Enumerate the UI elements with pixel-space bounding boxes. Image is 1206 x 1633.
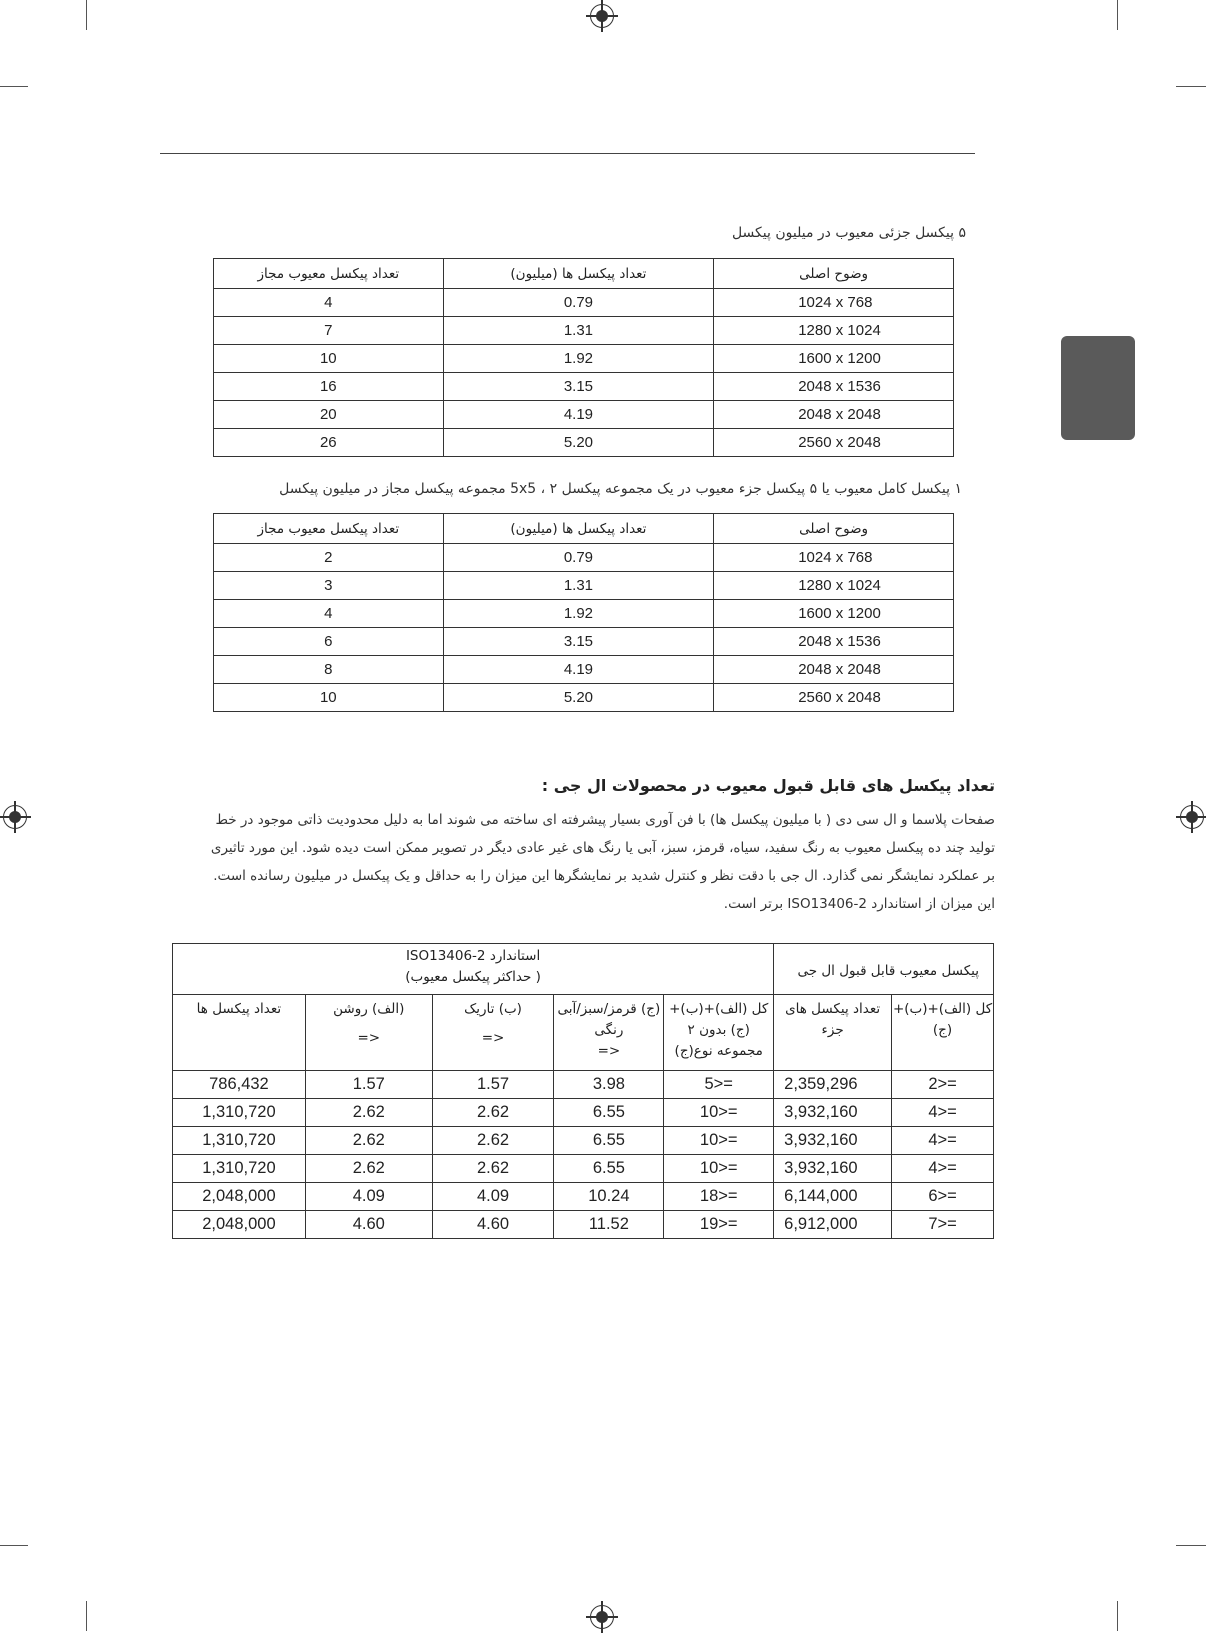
cell-allowed: 4 — [214, 600, 444, 628]
cell-total-no-cluster: 18>= — [664, 1183, 774, 1211]
cell-allowed: 8 — [214, 656, 444, 684]
table-row — [214, 628, 954, 656]
table-row — [173, 1099, 994, 1127]
cell-partial-pixels: 6,912,000 — [774, 1211, 892, 1239]
cell-colored: 3.98 — [554, 1071, 664, 1099]
paragraph-line: بر عملکرد نمایشگر نمی گذارد. ال جی با دقت نظر و کنترل شدید بر نمایشگرها این میزان را به حداقل و یک پیکسل در میلیون رسانده است. — [213, 868, 995, 884]
cell-bright: 2.62 — [305, 1127, 432, 1155]
header-megapixels: تعداد پیکسل ها (میلیون) — [443, 514, 714, 544]
cell-megapixels: 5.20 — [443, 429, 714, 457]
cell-resolution: 1024 x 768 — [714, 289, 954, 317]
cell-megapixels: 1.31 — [443, 572, 714, 600]
cell-dark: 2.62 — [432, 1099, 554, 1127]
crop-mark — [86, 0, 87, 30]
registration-mark-icon — [3, 805, 27, 829]
cell-resolution: 1600 x 1200 — [714, 345, 954, 373]
cell-partial-pixels: 3,932,160 — [774, 1127, 892, 1155]
cell-bright: 4.60 — [305, 1211, 432, 1239]
table-row — [214, 289, 954, 317]
cell-total-no-cluster: 19>= — [664, 1211, 774, 1239]
caption-1: ۵ پیکسل جزئی معیوب در میلیون پیکسل — [731, 225, 966, 241]
cell-dark: 4.60 — [432, 1211, 554, 1239]
cluster-defect-table — [213, 513, 954, 712]
header-dark-label: (ب) تاریک — [464, 1001, 522, 1017]
registration-mark-icon — [590, 4, 614, 28]
cell-megapixels: 3.15 — [443, 628, 714, 656]
paragraph-line: این میزان از استاندارد ISO13406-2 برتر است. — [723, 896, 995, 912]
table-row — [214, 572, 954, 600]
header-lg-acceptable: پیکسل معیوب قابل قبول ال جی — [774, 944, 994, 995]
cell-megapixels: 1.92 — [443, 600, 714, 628]
paragraph-line: تولید چند ده پیکسل معیوب به رنگ سفید، سیاه، قرمز، سبز، آبی یا رنگ های غیر عادی دیگر در تصویر ممکن است دیده شود. این مورد تاثیری — [210, 840, 995, 856]
caption-2: ۱ پیکسل کامل معیوب یا ۵ پیکسل جزء معیوب در یک مجموعه پیکسل 5x5 ، ۲ مجموعه پیکسل مجاز در میلیون پیکسل — [279, 481, 962, 497]
table-row — [173, 1155, 994, 1183]
header-dark — [432, 995, 554, 1071]
header-total: کل (الف)+(ب)+(ج) — [892, 995, 994, 1071]
le-sign: <= — [481, 1030, 505, 1046]
header-iso-subtitle: ( حداکثر پیکسل معیوب) — [405, 969, 541, 985]
registration-mark-icon — [1180, 805, 1204, 829]
header-colored-label: (ج) قرمز/سبز/آبی رنگی — [557, 1001, 661, 1038]
cell-partial-pixels: 6,144,000 — [774, 1183, 892, 1211]
cell-dark: 2.62 — [432, 1155, 554, 1183]
cell-allowed: 20 — [214, 401, 444, 429]
table-row — [214, 401, 954, 429]
header-allowed: تعداد پیکسل معیوب مجاز — [214, 514, 444, 544]
cell-colored: 6.55 — [554, 1099, 664, 1127]
side-tab — [1061, 336, 1135, 440]
cell-allowed: 26 — [214, 429, 444, 457]
cell-allowed: 16 — [214, 373, 444, 401]
cell-resolution: 2560 x 2048 — [714, 429, 954, 457]
cell-megapixels: 1.92 — [443, 345, 714, 373]
table-row — [214, 600, 954, 628]
header-resolution: وضوح اصلی — [714, 514, 954, 544]
cell-megapixels: 5.20 — [443, 684, 714, 712]
cell-bright: 1.57 — [305, 1071, 432, 1099]
cell-total-no-cluster: 10>= — [664, 1155, 774, 1183]
cell-megapixels: 4.19 — [443, 401, 714, 429]
cell-resolution: 2048 x 2048 — [714, 656, 954, 684]
table-row — [173, 1183, 994, 1211]
table-row — [173, 1211, 994, 1239]
cell-pixel-count: 786,432 — [173, 1071, 306, 1099]
cell-partial-pixels: 3,932,160 — [774, 1099, 892, 1127]
paragraph-line: صفحات پلاسما و ال سی دی ( با میلیون پیکسل ها) با فن آوری بسیار پیشرفته ای ساخته می شوند اما به دلیل محدودیت ذاتی موجود در خط — [215, 812, 995, 828]
header-iso-standard — [173, 944, 774, 995]
crop-mark — [1176, 1545, 1206, 1546]
cell-resolution: 2048 x 2048 — [714, 401, 954, 429]
cell-allowed: 2 — [214, 544, 444, 572]
cell-pixel-count: 2,048,000 — [173, 1183, 306, 1211]
cell-resolution: 2048 x 1536 — [714, 373, 954, 401]
table-row — [214, 429, 954, 457]
header-allowed: تعداد پیکسل معیوب مجاز — [214, 259, 444, 289]
table-row — [214, 345, 954, 373]
header-rule — [160, 153, 975, 154]
cell-pixel-count: 1,310,720 — [173, 1099, 306, 1127]
table-row — [173, 1071, 994, 1099]
table-row — [214, 317, 954, 345]
cell-total: 2>= — [892, 1071, 994, 1099]
header-colored — [554, 995, 664, 1071]
cell-dark: 4.09 — [432, 1183, 554, 1211]
crop-mark — [0, 1545, 28, 1546]
cell-colored: 6.55 — [554, 1155, 664, 1183]
cell-partial-pixels: 2,359,296 — [774, 1071, 892, 1099]
cell-dark: 2.62 — [432, 1127, 554, 1155]
section-title: تعداد پیکسل های قابل قبول معیوب در محصولات ال جی : — [541, 776, 995, 795]
table-row — [173, 1127, 994, 1155]
cell-partial-pixels: 3,932,160 — [774, 1155, 892, 1183]
cell-pixel-count: 1,310,720 — [173, 1155, 306, 1183]
cell-allowed: 6 — [214, 628, 444, 656]
cell-resolution: 1024 x 768 — [714, 544, 954, 572]
registration-mark-icon — [590, 1605, 614, 1629]
cell-total: 6>= — [892, 1183, 994, 1211]
header-resolution: وضوح اصلی — [714, 259, 954, 289]
cell-total-no-cluster: 10>= — [664, 1127, 774, 1155]
cell-colored: 11.52 — [554, 1211, 664, 1239]
crop-mark — [1117, 1601, 1118, 1631]
partial-defect-table — [213, 258, 954, 457]
le-sign: <= — [597, 1043, 621, 1059]
cell-megapixels: 1.31 — [443, 317, 714, 345]
cell-bright: 4.09 — [305, 1183, 432, 1211]
cell-colored: 10.24 — [554, 1183, 664, 1211]
cell-resolution: 2560 x 2048 — [714, 684, 954, 712]
cell-resolution: 1280 x 1024 — [714, 317, 954, 345]
cell-megapixels: 3.15 — [443, 373, 714, 401]
table-row — [214, 373, 954, 401]
cell-allowed: 10 — [214, 684, 444, 712]
header-partial-pixels: تعداد پیکسل های جزء — [774, 995, 892, 1071]
cell-total-no-cluster: 10>= — [664, 1099, 774, 1127]
cell-total: 4>= — [892, 1127, 994, 1155]
iso-comparison-table — [172, 943, 994, 1239]
cell-dark: 1.57 — [432, 1071, 554, 1099]
cell-bright: 2.62 — [305, 1155, 432, 1183]
cell-pixel-count: 1,310,720 — [173, 1127, 306, 1155]
header-iso-title: استاندارد ISO13406-2 — [405, 948, 541, 964]
cell-megapixels: 0.79 — [443, 289, 714, 317]
crop-mark — [0, 86, 28, 87]
crop-mark — [86, 1601, 87, 1631]
header-bright — [305, 995, 432, 1071]
le-sign: <= — [357, 1030, 381, 1046]
table-row — [214, 544, 954, 572]
cell-allowed: 10 — [214, 345, 444, 373]
cell-resolution: 1280 x 1024 — [714, 572, 954, 600]
cell-resolution: 1600 x 1200 — [714, 600, 954, 628]
cell-resolution: 2048 x 1536 — [714, 628, 954, 656]
cell-allowed: 4 — [214, 289, 444, 317]
cell-total: 4>= — [892, 1099, 994, 1127]
header-pixel-count: تعداد پیکسل ها — [173, 995, 306, 1071]
cell-total: 4>= — [892, 1155, 994, 1183]
cell-colored: 6.55 — [554, 1127, 664, 1155]
header-bright-label: (الف) روشن — [333, 1001, 405, 1017]
table-row — [214, 684, 954, 712]
crop-mark — [1117, 0, 1118, 30]
cell-megapixels: 0.79 — [443, 544, 714, 572]
cell-total: 7>= — [892, 1211, 994, 1239]
crop-mark — [1176, 86, 1206, 87]
cell-megapixels: 4.19 — [443, 656, 714, 684]
table-row — [214, 656, 954, 684]
cell-total-no-cluster: 5>= — [664, 1071, 774, 1099]
cell-bright: 2.62 — [305, 1099, 432, 1127]
cell-allowed: 7 — [214, 317, 444, 345]
cell-pixel-count: 2,048,000 — [173, 1211, 306, 1239]
header-megapixels: تعداد پیکسل ها (میلیون) — [443, 259, 714, 289]
header-total-no-cluster: کل (الف)+(ب)+(ج) بدون ۲ مجموعه نوع(ج) — [664, 995, 774, 1071]
body-paragraph — [195, 806, 995, 918]
cell-allowed: 3 — [214, 572, 444, 600]
